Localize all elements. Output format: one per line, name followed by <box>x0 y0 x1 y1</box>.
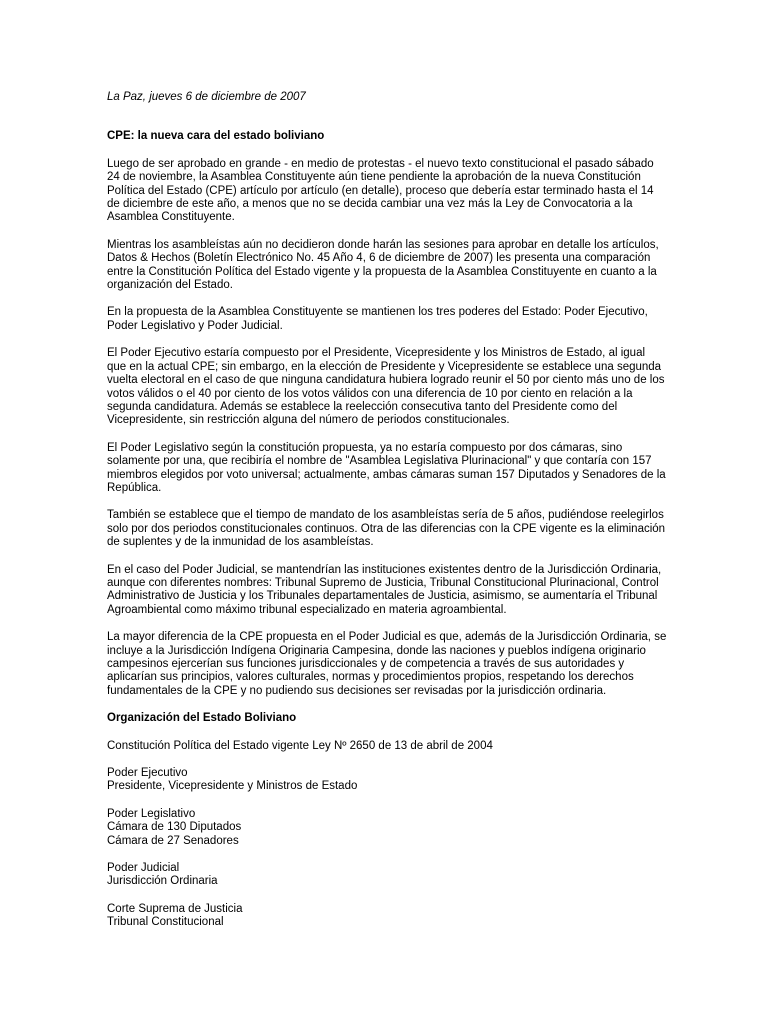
block-line: Cámara de 130 Diputados <box>107 821 242 834</box>
paragraph-1: Luego de ser aprobado en grande - en medio de protestas - el nuevo texto constitucional el pasado sábado 24 de noviembre, la Asamblea Constituyente aún tiene pendiente la aprobación de la nueva Constitución Política del Estado (CPE) artículo por artículo (en detalle), proceso que debería estar terminado hasta el 14 de diciembre de este año, a menos que no se decida cambiar una vez más la Ley de Convocatoria a la Asamblea Constituyente. <box>107 157 654 224</box>
document-page <box>107 91 667 930</box>
block-line: Tribunal Constitucional <box>107 916 224 929</box>
section-intro: Constitución Política del Estado vigente Ley Nº 2650 de 13 de abril de 2004 <box>107 739 493 752</box>
article-title: CPE: la nueva cara del estado boliviano <box>107 130 325 143</box>
block-line: Poder Judicial <box>107 862 180 875</box>
paragraph-3: En la propuesta de la Asamblea Constituyente se mantienen los tres poderes del Estado: Poder Ejecutivo, Poder Legislativo y Poder Judicial. <box>107 306 648 332</box>
block-poder-judicial <box>107 862 667 889</box>
paragraph-7: En el caso del Poder Judicial, se mantendrían las instituciones existentes dentro de la Jurisdicción Ordinaria, aunque con diferentes nombres: Tribunal Supremo de Justicia, Tribunal Constitucional Plurinacional, Control Administrativo de Justicia y los Tribunales departamentales de Justicia, asimismo, se aumentaría el Tribunal Agroambiental como máximo tribunal especializado en materia agroambiental. <box>107 563 662 616</box>
block-poder-ejecutivo <box>107 767 667 794</box>
block-line: Poder Ejecutivo <box>107 767 188 780</box>
block-line: Corte Suprema de Justicia <box>107 902 243 915</box>
dateline: La Paz, jueves 6 de diciembre de 2007 <box>107 91 306 103</box>
paragraph-5: El Poder Legislativo según la constitución propuesta, ya no estaría compuesto por dos cámaras, sino solamente por una, que recibiría el nombre de "Asamblea Legislativa Plurinacional" y que contaría con 157 miembros elegidos por voto universal; actualmente, ambas cámaras suman 157 Diputados y Senadores de la República. <box>107 441 666 494</box>
paragraph-2: Mientras los asambleístas aún no decidieron donde harán las sesiones para aprobar en detalle los artículos, Datos & Hechos (Boletín Electrónico No. 45 Año 4, 6 de diciembre de 2007) les presenta una comparación entre la Constitución Política del Estado vigente y la propuesta de la Asamblea Constituyente en cuanto a la organización del Estado. <box>107 238 659 292</box>
block-line: Jurisdicción Ordinaria <box>107 875 218 888</box>
paragraph-8: La mayor diferencia de la CPE propuesta en el Poder Judicial es que, además de la Jurisdicción Ordinaria, se incluye a la Jurisdicción Indígena Originaria Campesina, donde las naciones y pueblos indígena originario campesinos ejercerían sus funciones jurisdiccionales y de competencia a través de sus autoridades y aplicarían sus principios, valores culturales, normas y procedimientos propios, respetando los derechos fundamentales de la CPE y no pudiendo sus decisiones ser revisadas por la jurisdicción ordinaria. <box>107 631 667 697</box>
block-line: Presidente, Vicepresidente y Ministros de Estado <box>107 780 358 793</box>
block-line: Poder Legislativo <box>107 807 196 820</box>
paragraph-4: El Poder Ejecutivo estaría compuesto por el Presidente, Vicepresidente y los Ministros de Estado, al igual que en la actual CPE; sin embargo, en la elección de Presidente y Vicepresidente se establece una segunda vuelta electoral en el caso de que ninguna candidatura hubiera logrado reunir el 50 por ciento más uno de los votos válidos o el 40 por ciento de los votos válidos con una diferencia de 10 por ciento en relación a la segunda candidatura. Además se establece la reelección consecutiva tanto del Presidente como del Vicepresidente, sin restricción alguna del número de periodos constitucionales. <box>107 347 665 427</box>
block-cortes <box>107 903 667 930</box>
section-heading: Organización del Estado Boliviano <box>107 712 297 725</box>
block-line: Cámara de 27 Senadores <box>107 834 239 847</box>
paragraph-6: También se establece que el tiempo de mandato de los asambleístas sería de 5 años, pudiéndose reelegirlos solo por dos periodos constitucionales continuos. Otra de las diferencias con la CPE vigente es la eliminación de suplentes y de la inmunidad de los asambleístas. <box>107 509 666 549</box>
block-poder-legislativo <box>107 808 667 848</box>
